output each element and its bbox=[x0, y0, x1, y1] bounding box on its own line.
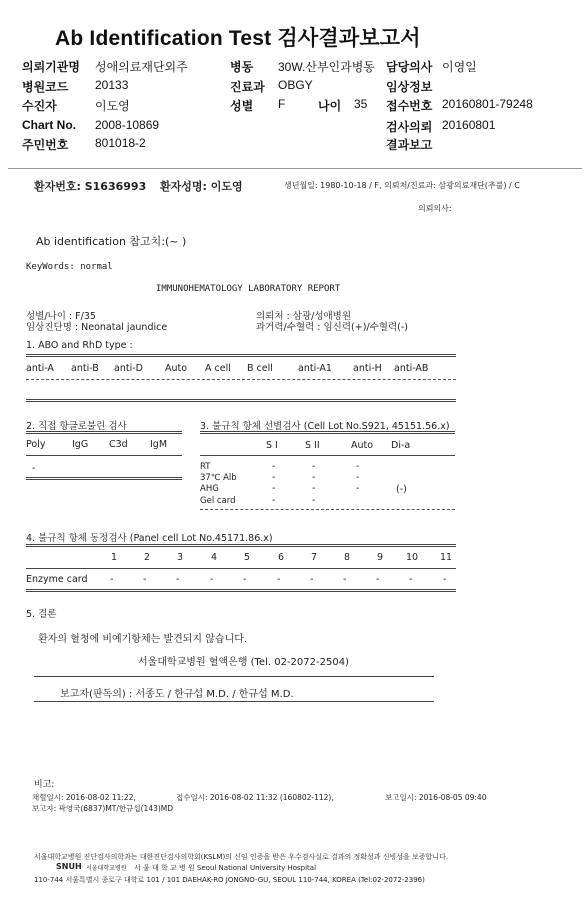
dat-col: IgG bbox=[72, 439, 89, 450]
panel-cell: - bbox=[310, 574, 314, 585]
label-resident-no: 주민번호 bbox=[22, 138, 69, 152]
value-ward: 30W.산부인과병동 bbox=[278, 60, 375, 74]
divider bbox=[200, 431, 455, 434]
screen-cell: - bbox=[312, 461, 316, 472]
screen-cell: - bbox=[356, 483, 360, 494]
value-sex: F bbox=[278, 97, 286, 111]
report-time: 보고일시: 2016-08-05 09:40 bbox=[385, 793, 487, 802]
screen-col: S II bbox=[305, 440, 320, 451]
divider bbox=[26, 399, 456, 402]
abo-col: anti-AB bbox=[394, 363, 429, 374]
value-org: 성애의료재단외주 bbox=[95, 60, 188, 74]
label-doctor: 담당의사 bbox=[386, 60, 433, 74]
snuh-logo-sub: 서울대학교병원 bbox=[86, 865, 127, 872]
label-result-report: 결과보고 bbox=[386, 138, 433, 152]
section-1-title: 1. ABO and RhD type : bbox=[26, 340, 133, 351]
divider bbox=[200, 455, 455, 456]
panel-col: 1 bbox=[111, 552, 118, 563]
panel-row-name: Enzyme card bbox=[26, 574, 88, 585]
abo-col: anti-A bbox=[26, 363, 54, 374]
screen-row-name: 37℃ Alb bbox=[200, 473, 237, 483]
label-receipt-no: 접수번호 bbox=[386, 99, 433, 113]
screen-cell: - bbox=[272, 472, 276, 483]
screen-cell: - bbox=[356, 472, 360, 483]
panel-col: 2 bbox=[144, 552, 151, 563]
screen-cell: - bbox=[356, 461, 360, 472]
panel-col: 11 bbox=[440, 552, 453, 563]
screen-cell: - bbox=[272, 495, 276, 506]
lab-title: IMMUNOHEMATOLOGY LABORATORY REPORT bbox=[156, 284, 341, 294]
divider bbox=[26, 544, 456, 547]
referrer: 의뢰처 : 삼광/성애병원 bbox=[256, 311, 352, 322]
snuh-logo: SNUH bbox=[56, 862, 82, 871]
screen-col: Auto bbox=[351, 440, 374, 451]
divider bbox=[34, 701, 434, 702]
panel-cell: - bbox=[376, 574, 380, 585]
abo-col: anti-D bbox=[114, 363, 143, 374]
page-title: Ab Identification Test 검사결과보고서 bbox=[55, 27, 421, 50]
dat-col: C3d bbox=[109, 439, 128, 450]
label-org: 의뢰기관명 bbox=[22, 60, 80, 74]
abo-col: anti-B bbox=[71, 363, 99, 374]
label-ward: 병동 bbox=[230, 60, 254, 74]
patient-number: 환자번호: S1636993 bbox=[34, 180, 147, 193]
screen-cell: - bbox=[272, 461, 276, 472]
reference-title: Ab identification 참고치:(~ ) bbox=[36, 235, 187, 248]
panel-col: 9 bbox=[377, 552, 384, 563]
panel-cell: - bbox=[243, 574, 247, 585]
report-header bbox=[0, 0, 584, 165]
value-chart-no: 2008-10869 bbox=[95, 118, 160, 132]
value-doctor: 이영일 bbox=[442, 60, 477, 74]
remarks-label: 비고: bbox=[34, 780, 55, 790]
value-resident-no: 801018-2 bbox=[95, 136, 146, 150]
dat-col: IgM bbox=[150, 439, 168, 450]
label-hospital-code: 병원코드 bbox=[22, 80, 69, 94]
section-2-title: 2. 직접 항글로불린 검사 bbox=[26, 421, 127, 432]
panel-cell: - bbox=[176, 574, 180, 585]
abo-col: A cell bbox=[205, 363, 231, 374]
screen-cell: - bbox=[272, 483, 276, 494]
collection-time: 채혈일시: 2016-08-02 11:22, bbox=[32, 793, 136, 802]
panel-col: 5 bbox=[244, 552, 251, 563]
divider bbox=[26, 379, 456, 380]
receipt-time: 접수일시: 2016-08-02 11:32 (160802-112), bbox=[176, 793, 334, 802]
label-age: 나이 bbox=[318, 99, 342, 113]
screen-col: Di-a bbox=[391, 440, 411, 451]
value-receipt-no: 20160801-79248 bbox=[442, 97, 533, 111]
abo-col: anti-H bbox=[353, 363, 382, 374]
dat-value: - bbox=[32, 463, 36, 474]
value-request-date: 20160801 bbox=[442, 118, 496, 132]
screen-col: S I bbox=[266, 440, 278, 451]
reporter: 보고자(판독의) : 서종도 / 한규섭 M.D. / 한규섭 M.D. bbox=[60, 689, 294, 700]
screen-cell: - bbox=[312, 472, 316, 483]
sex-age: 성별/나이 : F/35 bbox=[26, 311, 96, 322]
divider bbox=[26, 589, 456, 592]
panel-cell: - bbox=[143, 574, 147, 585]
screen-row-name: AHG bbox=[200, 484, 219, 494]
label-request-date: 검사의뢰 bbox=[386, 120, 433, 134]
keywords: KeyWords: normal bbox=[26, 262, 113, 272]
panel-col: 7 bbox=[311, 552, 318, 563]
abo-col: Auto bbox=[165, 363, 188, 374]
label-sex: 성별 bbox=[230, 99, 254, 113]
certification: 서울대학교병원 진단검사의학과는 대한진단검사의학회(KSLM)의 신임 인증을 받은 우수검사실로 결과의 정확성과 신빙성을 보증합니다. bbox=[34, 853, 449, 861]
section-3-title: 3. 불규칙 항체 선별검사 (Cell Lot No.S921, 45151.56.x) bbox=[200, 421, 450, 432]
dat-col: Poly bbox=[26, 439, 46, 450]
divider bbox=[34, 676, 434, 677]
panel-col: 8 bbox=[344, 552, 351, 563]
label-patient: 수진자 bbox=[22, 99, 57, 113]
panel-col: 10 bbox=[406, 552, 419, 563]
birth-info: 생년월일: 1980-10-18 / F, 의뢰처/진료과: 삼광의료재단(추불) / C bbox=[284, 181, 520, 190]
label-chart-no: Chart No. bbox=[22, 118, 76, 132]
value-dept: OBGY bbox=[278, 78, 313, 92]
divider bbox=[26, 477, 182, 480]
blood-bank: 서울대학교병원 혈액은행 (Tel. 02-2072-2504) bbox=[138, 657, 349, 668]
value-hospital-code: 20133 bbox=[95, 78, 129, 92]
panel-cell: - bbox=[277, 574, 281, 585]
hospital-name: 서 울 대 학 교 병 원 Seoul National University Hospital bbox=[134, 864, 317, 872]
label-dept: 진료과 bbox=[230, 80, 265, 94]
divider bbox=[200, 509, 455, 510]
history: 과거력/수혈력 : 임신력(+)/수혈력(-) bbox=[256, 322, 408, 333]
abo-col: anti-A1 bbox=[298, 363, 332, 374]
section-4-title: 4. 불규칙 항체 동정검사 (Panel cell Lot No.45171.86.x) bbox=[26, 533, 273, 544]
panel-cell: - bbox=[210, 574, 214, 585]
panel-col: 3 bbox=[177, 552, 184, 563]
value-age: 35 bbox=[354, 97, 368, 111]
hospital-address: 110-744 서울특별시 종로구 대학로 101 / 101 DAEHAK-RO JONGNO-GU, SEOUL 110-744, KOREA (Tel:02-2072-2396) bbox=[34, 876, 425, 884]
screen-cell: (-) bbox=[396, 484, 407, 495]
panel-col: 4 bbox=[211, 552, 218, 563]
conclusion-text: 환자의 혈청에 비예기항체는 발견되지 않습니다. bbox=[38, 634, 248, 645]
panel-cell: - bbox=[409, 574, 413, 585]
abo-col: B cell bbox=[247, 363, 273, 374]
scanned-report bbox=[8, 168, 582, 901]
divider bbox=[26, 431, 182, 434]
screen-cell: - bbox=[312, 495, 316, 506]
panel-cell: - bbox=[343, 574, 347, 585]
panel-cell: - bbox=[110, 574, 114, 585]
value-patient: 이도영 bbox=[95, 99, 130, 113]
divider bbox=[26, 455, 182, 456]
panel-cell: - bbox=[443, 574, 447, 585]
requesting-doctor: 의뢰의사: bbox=[418, 204, 452, 213]
divider bbox=[26, 568, 456, 569]
screen-row-name: RT bbox=[200, 462, 211, 472]
screen-row-name: Gel card bbox=[200, 496, 236, 506]
section-5-title: 5. 결론 bbox=[26, 609, 57, 620]
label-clinical-info: 임상정보 bbox=[386, 80, 433, 94]
divider bbox=[26, 354, 456, 357]
reporters: 보고자: 곽영국(6837)MT/한규섭(143)MD bbox=[32, 804, 174, 813]
screen-cell: - bbox=[312, 483, 316, 494]
panel-col: 6 bbox=[278, 552, 285, 563]
diagnosis: 임상진단명 : Neonatal jaundice bbox=[26, 322, 168, 333]
patient-name: 환자성명: 이도영 bbox=[160, 180, 243, 193]
